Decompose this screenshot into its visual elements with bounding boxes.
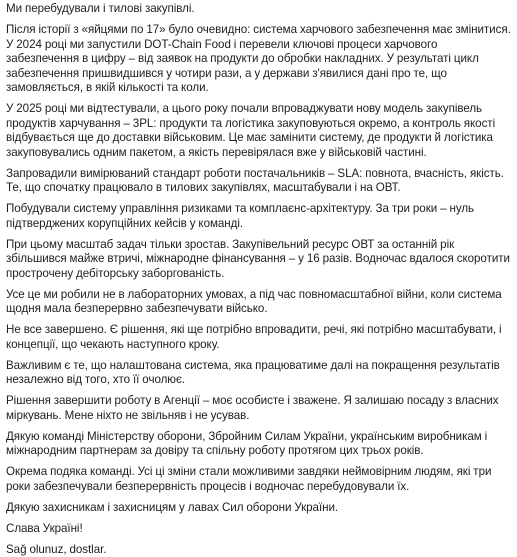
post-paragraph: Окрема подяка команді. Усі ці зміни стали можливими завдяки неймовірним людям, які три роки забезпечували безперервність процесів і водночас перебудовували їх. bbox=[6, 465, 511, 494]
post-paragraph: У 2025 році ми відтестували, а цього року почали впроваджувати нову модель закупівель продуктів харчування – 3PL: продукти та логістика закуповуються окремо, а контроль якості відбувається ще до доставки військовим. Це має замінити систему, де продукти й логістика закуповувались одним пакетом, а якість перевірялася вже у військовій частині. bbox=[6, 102, 511, 160]
post-paragraph: Дякую захисникам і захисницям у лавах Сил оборони України. bbox=[6, 501, 511, 516]
post-paragraph: Дякую команді Міністерству оборони, Збройним Силам України, українським виробникам і міжнародним партнерам за довіру та спільну роботу протягом цих трьох років. bbox=[6, 430, 511, 459]
post-paragraph: Ми перебудували і тилові закупівлі. bbox=[6, 2, 511, 17]
post-paragraph: При цьому масштаб задач тільки зростав. Закупівельний ресурс ОВТ за останній рік збільшився майже втричі, міжнародне фінансування – у 16 разів. Водночас вдалося скоротити прострочену дебіторську заборгованість. bbox=[6, 238, 511, 282]
post-paragraph: Важливим є те, що налаштована система, яка працюватиме далі на покращення результатів незалежно від того, хто її очолює. bbox=[6, 359, 511, 388]
post-paragraph: Запровадили вимірюваний стандарт роботи постачальників – SLA: повнота, вчасність, якість. Те, що спочатку працювало в тилових закупівлях, масштабували і на ОВТ. bbox=[6, 167, 511, 196]
post-paragraph: Усе це ми робили не в лабораторних умовах, а під час повномасштабної війни, коли система щодня мала безперервно забезпечувати військо. bbox=[6, 288, 511, 317]
post-paragraph: Sağ olunuz, dostlar. bbox=[6, 543, 511, 557]
post-paragraph: Слава Україні! bbox=[6, 522, 511, 537]
post-paragraph: Після історії з «яйцями по 17» було очевидно: система харчового забезпечення має змінитися. У 2024 році ми запустили DOT-Chain Food і перевели ключові процеси харчового забезпечення в цифру – від заявок на продукти до обробки накладних. У результаті цикл забезпечення пришвидшився у чотири рази, а у держави з'явилися дані про те, що замовляється, в якій кількості та коли. bbox=[6, 23, 511, 96]
post-paragraph: Не все завершено. Є рішення, які ще потрібно впровадити, речі, які потрібно масштабувати, і концепції, що чекають наступного кроку. bbox=[6, 323, 511, 352]
post-paragraph: Побудували систему управління ризиками та комплаєнс-архітектуру. За три роки – нуль підтверджених корупційних кейсів у команді. bbox=[6, 202, 511, 231]
post-paragraph: Рішення завершити роботу в Агенції – моє особисте і зважене. Я залишаю посаду з власних міркувань. Мене ніхто не звільняв і не усував. bbox=[6, 394, 511, 423]
